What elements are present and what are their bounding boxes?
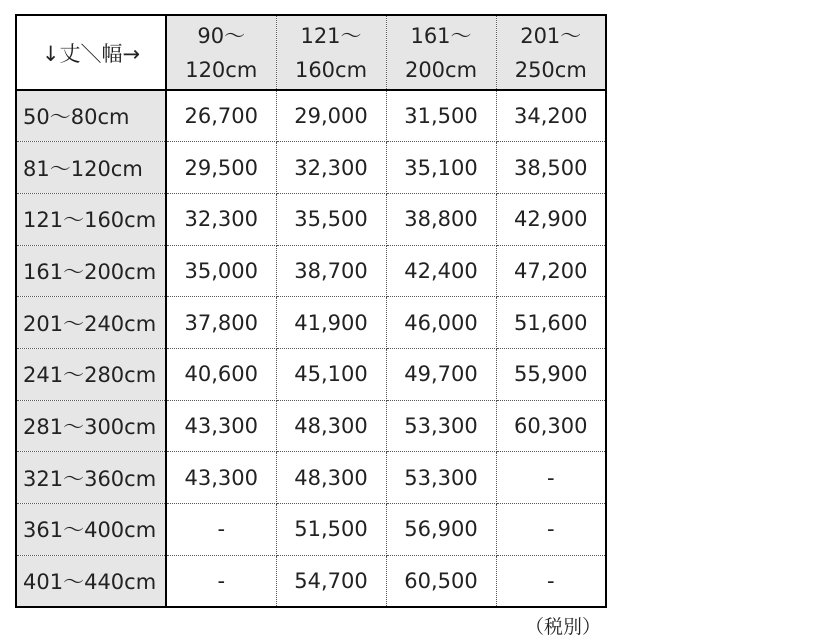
table-row bbox=[16, 245, 606, 297]
price-cell: 35,500 bbox=[276, 193, 386, 245]
column-header-line1: 121〜 bbox=[300, 23, 362, 48]
table-row bbox=[16, 90, 606, 142]
table-row bbox=[16, 504, 606, 556]
price-cell: 38,800 bbox=[386, 193, 496, 245]
price-cell: 49,700 bbox=[386, 348, 496, 400]
row-header: 321〜360cm bbox=[16, 452, 166, 504]
price-cell: 51,600 bbox=[496, 297, 606, 349]
column-header-line1: 201〜 bbox=[520, 23, 582, 48]
price-cell: - bbox=[546, 568, 555, 593]
price-cell: 42,900 bbox=[496, 193, 606, 245]
price-cell: 55,900 bbox=[496, 348, 606, 400]
column-header-line1: 90〜 bbox=[197, 23, 246, 48]
price-cell: - bbox=[496, 504, 606, 556]
price-cell: 35,000 bbox=[166, 245, 276, 297]
table-row bbox=[16, 297, 606, 349]
price-cell: 53,300 bbox=[386, 452, 496, 504]
column-header-line1: 161〜 bbox=[410, 23, 472, 48]
row-header: 201〜240cm bbox=[16, 297, 166, 349]
table-row bbox=[16, 193, 606, 245]
price-cell: 54,700 bbox=[276, 555, 386, 607]
row-header: 241〜280cm bbox=[16, 348, 166, 400]
row-header: 281〜300cm bbox=[16, 400, 166, 452]
price-cell: 51,500 bbox=[276, 504, 386, 556]
price-cell: 34,200 bbox=[496, 90, 606, 142]
price-cell: 38,700 bbox=[276, 245, 386, 297]
price-cell: 48,300 bbox=[276, 400, 386, 452]
price-cell: 42,400 bbox=[386, 245, 496, 297]
price-cell: 45,100 bbox=[276, 348, 386, 400]
price-cell: 43,300 bbox=[166, 400, 276, 452]
column-header-width-201-250 bbox=[496, 15, 606, 90]
price-cell: 35,100 bbox=[386, 142, 496, 194]
price-cell: 37,800 bbox=[166, 297, 276, 349]
price-cell: - bbox=[166, 555, 276, 607]
price-cell: 32,300 bbox=[276, 142, 386, 194]
table-row bbox=[16, 142, 606, 194]
price-cell: 40,600 bbox=[166, 348, 276, 400]
price-cell: 32,300 bbox=[166, 193, 276, 245]
price-cell: 29,500 bbox=[166, 142, 276, 194]
table-header-row bbox=[16, 15, 606, 90]
price-cell: 47,200 bbox=[496, 245, 606, 297]
price-cell: - bbox=[166, 504, 276, 556]
price-cell: 31,500 bbox=[386, 90, 496, 142]
column-header-line2: 160cm bbox=[294, 57, 368, 82]
table-row bbox=[16, 555, 606, 607]
column-header-line2: 250cm bbox=[514, 57, 587, 82]
price-cell: 38,500 bbox=[496, 142, 606, 194]
row-header: 50〜80cm bbox=[16, 90, 166, 142]
row-header: 121〜160cm bbox=[16, 193, 166, 245]
price-cell: 29,000 bbox=[276, 90, 386, 142]
column-header-width-161-200 bbox=[386, 15, 496, 90]
price-cell: - bbox=[496, 452, 606, 504]
price-cell: 41,900 bbox=[276, 297, 386, 349]
price-cell: 46,000 bbox=[386, 297, 496, 349]
row-header: 401〜440cm bbox=[16, 555, 166, 607]
row-header: 161〜200cm bbox=[16, 245, 166, 297]
column-header-line2: 120cm bbox=[185, 57, 258, 82]
price-cell: 60,500 bbox=[386, 555, 496, 607]
tax-excluded-note: （税別） bbox=[525, 616, 602, 638]
table-row bbox=[16, 400, 606, 452]
table-row bbox=[16, 452, 606, 504]
price-cell: 60,300 bbox=[496, 400, 606, 452]
price-cell: 26,700 bbox=[166, 90, 276, 142]
price-cell: 56,900 bbox=[386, 504, 496, 556]
price-table bbox=[15, 14, 607, 608]
row-header: 81〜120cm bbox=[16, 142, 166, 194]
price-cell: 48,300 bbox=[276, 452, 386, 504]
column-header-line2: 200cm bbox=[404, 57, 478, 82]
column-header-width-90-120 bbox=[166, 15, 276, 90]
column-header-width-121-160 bbox=[276, 15, 386, 90]
row-header: 361〜400cm bbox=[16, 504, 166, 556]
table-row bbox=[16, 348, 606, 400]
corner-label: ↓丈＼幅→ bbox=[16, 15, 166, 90]
price-cell: 43,300 bbox=[166, 452, 276, 504]
price-cell: 53,300 bbox=[386, 400, 496, 452]
